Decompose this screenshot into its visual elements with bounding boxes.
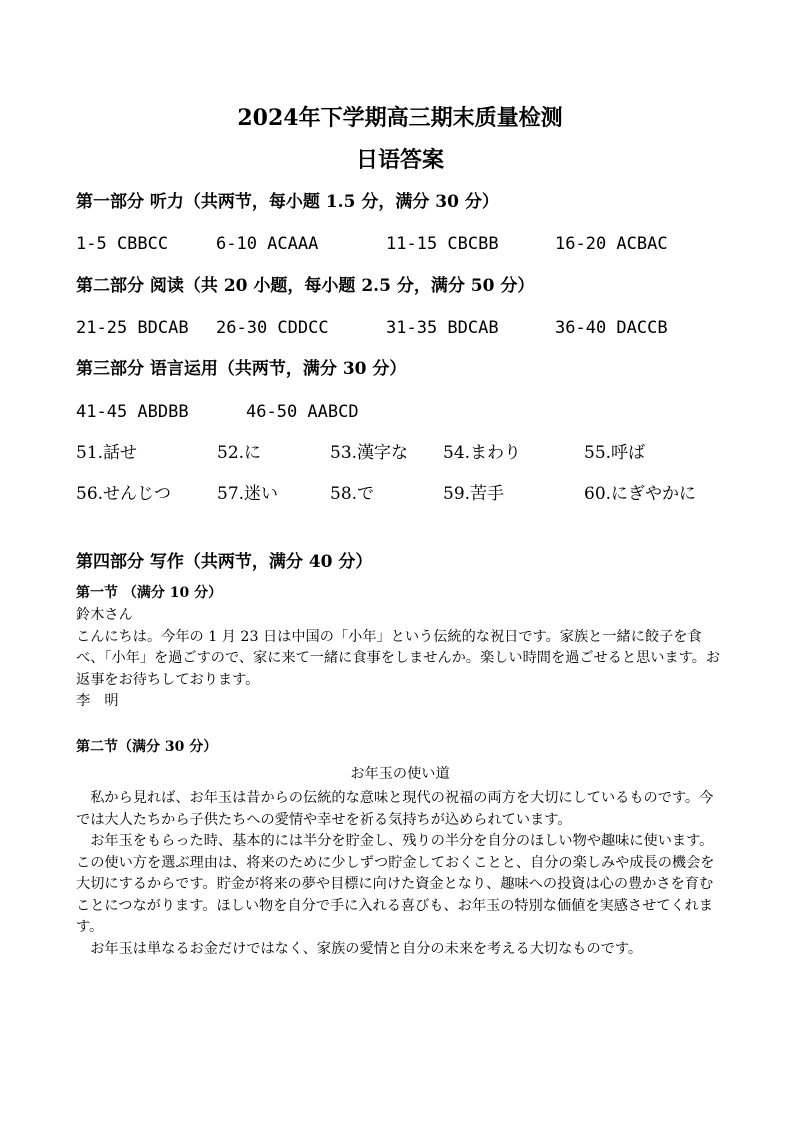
essay-paragraph: 私から見れば、お年玉は昔からの伝統的な意味と現代の祝福の両方を大切にしているものです。今では大人たちから子供たちへの愛情や幸せを祈る気持ちが込められています。 (76, 790, 714, 828)
fill-answer: 53.漢字な (330, 443, 409, 463)
essay-paragraph: お年玉は単なるお金だけではなく、家族の愛情と自分の未来を考える大切なものです。 (90, 940, 643, 957)
part1-answers (0, 231, 800, 257)
fill-answers-row1 (0, 440, 800, 466)
page-subtitle: 日语答案 (355, 147, 444, 173)
answer-group: 36-40 DACCB (555, 318, 668, 338)
section2-heading: 第二节（满分 30 分） (76, 739, 218, 755)
part1-heading: 第一部分 听力（共两节，每小题 1.5 分，满分 30 分） (76, 192, 499, 212)
fill-answer: 54.まわり (443, 443, 522, 463)
page-title: 2024年下学期高三期末质量检测 (237, 105, 563, 131)
fill-answer: 57.迷い (217, 484, 279, 504)
letter-salutation: 鈴木さん (76, 607, 133, 623)
section1-heading: 第一节 （满分 10 分） (76, 585, 223, 601)
part3-answers (0, 399, 800, 425)
essay-paragraph: お年玉をもらった時、基本的には半分を貯金し、残りの半分を自分のほしい物や趣味に使います。この使い方を選ぶ理由は、将来のために少しずつ貯金しておくことと、自分の楽しみや成長の機会を大切にするからです。貯金が将来の夢や目標に向けた資金となり、趣味への投資は心の豊かさを育むことにつながります。ほしい物を自分で手に入れる喜びも、お年玉の特別な価値を実感させてくれます。 (76, 833, 715, 935)
answer-group: 11-15 CBCBB (386, 234, 499, 254)
fill-answers-row2 (0, 481, 800, 507)
letter-body: こんにちは。今年の 1 月 23 日は中国の「小年」という伝統的な祝日です。家族と一緒に餃子を食べ、「小年」を過ごすので、家に来て一緒に食事をしませんか。楽しい時間を過ごせると思います。お返事をお待ちしております。 (76, 628, 721, 688)
fill-answer: 52.に (217, 443, 262, 463)
answer-group: 46-50 AABCD (246, 402, 359, 422)
answer-group: 41-45 ABDBB (76, 402, 189, 422)
fill-answer: 59.苦手 (443, 484, 505, 504)
answer-group: 21-25 BDCAB (76, 318, 189, 338)
fill-answer: 58.で (330, 484, 375, 504)
fill-answer: 60.にぎやかに (584, 484, 697, 504)
answer-group: 31-35 BDCAB (386, 318, 499, 338)
answer-group: 16-20 ACBAC (555, 234, 668, 254)
fill-answer: 51.話せ (76, 443, 138, 463)
part3-heading: 第三部分 语言运用（共两节，满分 30 分） (76, 359, 407, 379)
letter-text (76, 605, 726, 713)
essay-title: お年玉の使い道 (350, 766, 450, 782)
answer-group: 1-5 CBBCC (76, 234, 169, 254)
answer-group: 26-30 CDDCC (216, 318, 329, 338)
part2-answers (0, 315, 800, 341)
essay-text (76, 788, 726, 960)
answer-group: 6-10 ACAAA (216, 234, 319, 254)
letter-signature: 李 明 (76, 693, 119, 709)
part2-heading: 第二部分 阅读（共 20 小题，每小题 2.5 分，满分 50 分） (76, 276, 535, 296)
part4-heading: 第四部分 写作（共两节，满分 40 分） (76, 552, 373, 572)
fill-answer: 56.せんじつ (76, 484, 172, 504)
fill-answer: 55.呼ば (584, 443, 646, 463)
